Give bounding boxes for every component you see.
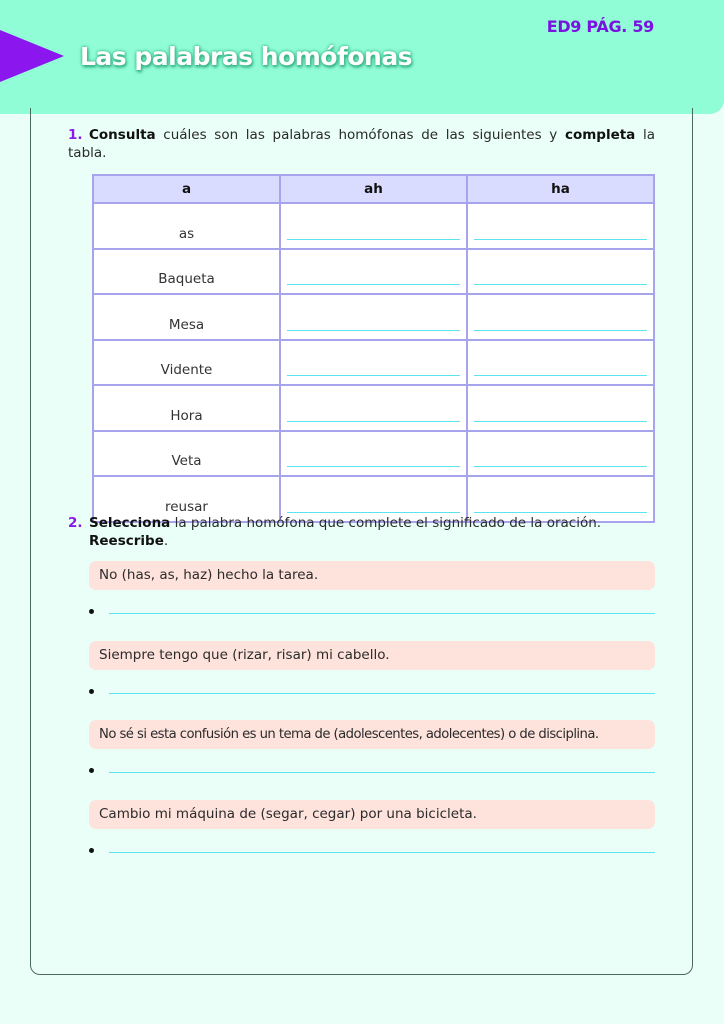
answer-blank[interactable]	[287, 375, 460, 376]
word-cell: Baqueta	[93, 249, 280, 295]
answer-blank[interactable]	[287, 284, 460, 285]
instruction-verb: completa	[564, 127, 636, 143]
instruction-text: cuáles son las palabras homófonas de las siguientes y	[155, 127, 565, 143]
answer-blank[interactable]	[474, 375, 647, 376]
answer-cell-ha[interactable]	[467, 340, 654, 386]
answer-cell-ah[interactable]	[280, 203, 467, 249]
answer-cell-ah[interactable]	[280, 294, 467, 340]
question-number: 1.	[68, 127, 83, 143]
question-1-instruction	[68, 126, 655, 162]
table-row	[93, 203, 654, 249]
word-cell: reusar	[93, 476, 280, 522]
answer-input[interactable]	[109, 852, 655, 853]
answer-cell-ah[interactable]	[280, 249, 467, 295]
answer-blank[interactable]	[474, 239, 647, 240]
instruction-text: .	[163, 533, 169, 549]
table-row	[93, 249, 654, 295]
column-header-ah: ah	[280, 175, 467, 203]
answer-cell-ha[interactable]	[467, 203, 654, 249]
arrow-icon	[0, 30, 64, 82]
table-row	[93, 431, 654, 477]
answer-line[interactable]	[89, 685, 655, 701]
answer-cell-ah[interactable]	[280, 340, 467, 386]
sentence-box: Cambio mi máquina de (segar, cegar) por una bicicleta.	[89, 800, 655, 829]
bullet-icon	[89, 848, 94, 853]
answer-line[interactable]	[89, 764, 655, 780]
word-cell: Mesa	[93, 294, 280, 340]
table-header-row	[93, 175, 654, 203]
answer-cell-ha[interactable]	[467, 294, 654, 340]
instruction-text: la palabra homófona que complete el significado de la oración.	[170, 515, 602, 531]
answer-blank[interactable]	[287, 512, 460, 513]
word-cell: as	[93, 203, 280, 249]
answer-blank[interactable]	[474, 284, 647, 285]
instruction-text: la tabla.	[68, 127, 655, 161]
answer-input[interactable]	[109, 693, 655, 694]
page-title: Las palabras homófonas	[80, 42, 413, 71]
answer-cell-ha[interactable]	[467, 385, 654, 431]
sentence-box: No (has, as, haz) hecho la tarea.	[89, 561, 655, 590]
instruction-verb: Reescribe	[89, 533, 164, 549]
answer-blank[interactable]	[287, 239, 460, 240]
table-row	[93, 340, 654, 386]
answer-cell-ha[interactable]	[467, 249, 654, 295]
answer-blank[interactable]	[287, 330, 460, 331]
sentence-box: No sé si esta confusión es un tema de (adolescentes, adolecentes) o de disciplina.	[89, 720, 655, 749]
answer-cell-ha[interactable]	[467, 431, 654, 477]
word-cell: Vidente	[93, 340, 280, 386]
answer-blank[interactable]	[474, 421, 647, 422]
answer-line[interactable]	[89, 844, 655, 860]
answer-blank[interactable]	[474, 330, 647, 331]
bullet-icon	[89, 689, 94, 694]
instruction-verb: Consulta	[89, 127, 156, 143]
instruction-verb: Selecciona	[89, 515, 171, 531]
header-banner	[0, 0, 724, 114]
bullet-icon	[89, 768, 94, 773]
sentence-box: Siempre tengo que (rizar, risar) mi cabello.	[89, 641, 655, 670]
column-header-ha: ha	[467, 175, 654, 203]
word-cell: Veta	[93, 431, 280, 477]
answer-blank[interactable]	[474, 466, 647, 467]
answer-blank[interactable]	[474, 512, 647, 513]
answer-input[interactable]	[109, 613, 655, 614]
column-header-a: a	[93, 175, 280, 203]
answer-cell-ah[interactable]	[280, 431, 467, 477]
table-row	[93, 294, 654, 340]
question-number: 2.	[68, 515, 83, 531]
bullet-icon	[89, 609, 94, 614]
answer-blank[interactable]	[287, 421, 460, 422]
answer-line[interactable]	[89, 605, 655, 621]
answer-cell-ah[interactable]	[280, 385, 467, 431]
answer-input[interactable]	[109, 772, 655, 773]
answer-blank[interactable]	[287, 466, 460, 467]
question-2-instruction	[68, 514, 655, 550]
word-cell: Hora	[93, 385, 280, 431]
homophones-table	[92, 174, 655, 523]
table-row	[93, 385, 654, 431]
page-reference: ED9 PÁG. 59	[546, 17, 654, 36]
